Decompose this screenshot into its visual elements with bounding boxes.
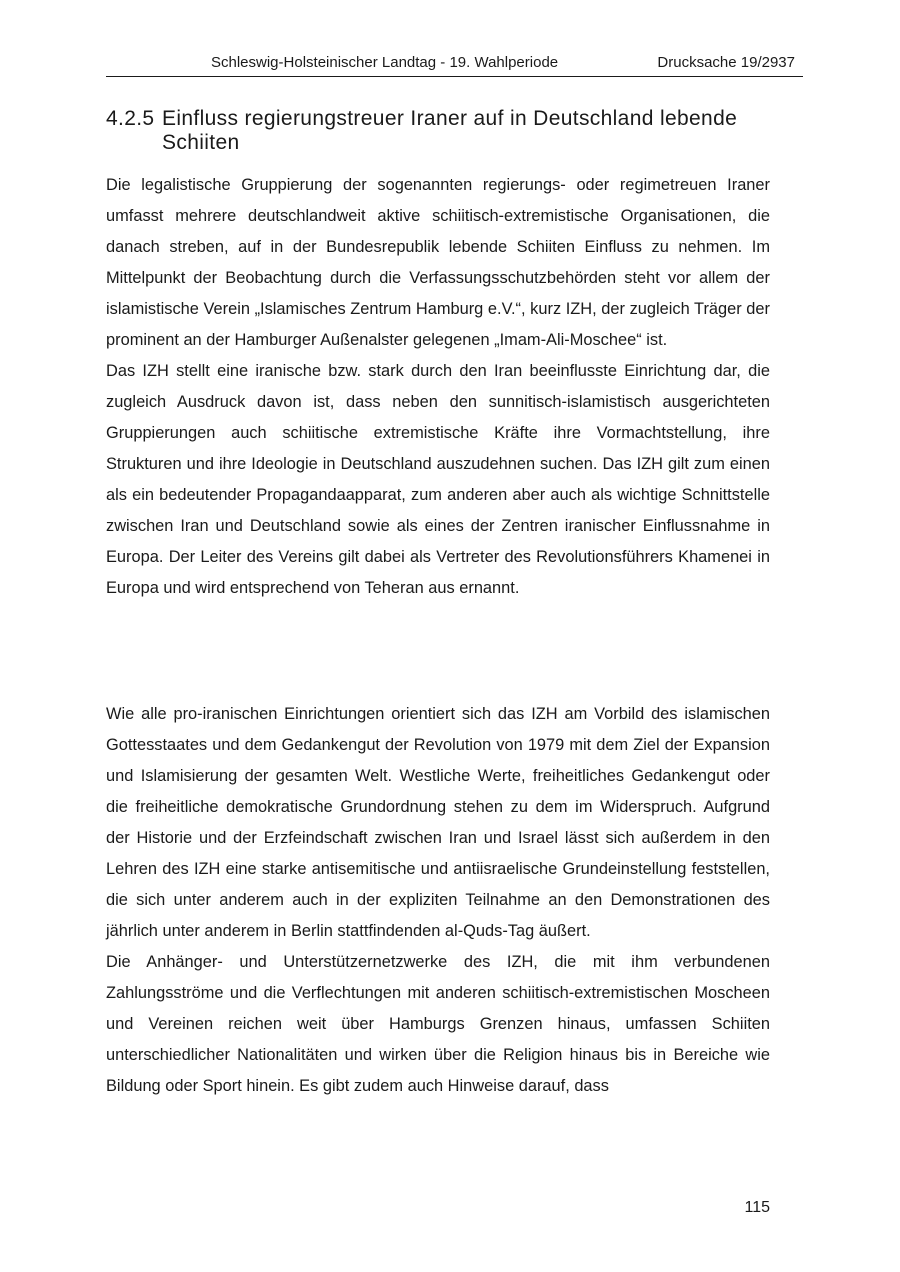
paragraph-3: Wie alle pro-iranischen Einrichtungen orientiert sich das IZH am Vorbild des islamischen Gottesstaates und dem Gedankengut der Revolution von 1979 mit dem Ziel der Expansion und Islamisierung der gesamten Welt. Westliche Werte, freiheitliches Gedankengut oder die freiheitliche demokratische Grundordnung stehen zu dem im Widerspruch. Aufgrund der Historie und der Erzfeindschaft zwischen Iran und Israel lässt sich außerdem in den Lehren des IZH eine starke antisemitische und antiisraelische Grundeinstellung feststellen, die sich unter anderem auch in der expliziten Teilnahme an den Demonstrationen des jährlich unter anderem in Berlin stattfindenden al-Quds-Tag äußert. (106, 705, 770, 940)
section-title-line-2: Schiiten (162, 131, 240, 154)
document-reference: Drucksache 19/2937 (657, 54, 795, 71)
page-header (106, 50, 803, 77)
paragraph-4: Die Anhänger- und Unterstützernetzwerke des IZH, die mit ihm verbundenen Zahlungsströme und die Verflechtungen mit anderen schiitisch-extremistischen Moscheen und Vereinen reichen weit über Hamburgs Grenzen hinaus, umfassen Schiiten unterschiedlicher Nationalitäten und wirken über die Religion hinaus bis in Bereiche wie Bildung oder Sport hinein. Es gibt zudem auch Hinweise darauf, dass (106, 953, 770, 1095)
section-heading (106, 107, 796, 155)
text-block-1 (106, 170, 770, 604)
paragraph-2: Das IZH stellt eine iranische bzw. stark durch den Iran beeinflusste Einrichtung dar, die zugleich Ausdruck davon ist, dass neben den sunnitisch-islamistisch ausgerichteten Gruppierungen auch schiitische extremistische Kräfte ihre Vormachtstellung, ihre Strukturen und ihre Ideologie in Deutschland auszudehnen suchen. Das IZH gilt zum einen als ein bedeutender Propagandaapparat, zum anderen aber auch als wichtige Schnittstelle zwischen Iran und Deutschland sowie als eines der Zentren iranischer Einflussnahme in Europa. Der Leiter des Vereins gilt dabei als Vertreter des Revolutionsführers Khamenei in Europa und wird entsprechend von Teheran aus ernannt. (106, 362, 770, 597)
section-title-line-1: Einfluss regierungstreuer Iraner auf in Deutschland lebende (162, 107, 738, 130)
header-title: Schleswig-Holsteinischer Landtag - 19. Wahlperiode (211, 54, 559, 71)
text-block-2 (106, 699, 770, 1102)
section-number: 4.2.5 (106, 107, 155, 130)
paragraph-1: Die legalistische Gruppierung der sogenannten regierungs- oder regimetreuen Iraner umfasst mehrere deutschlandweit aktive schiitisch-extremistische Organisationen, die danach streben, auf in der Bundesrepublik lebende Schiiten Einfluss zu nehmen. Im Mittelpunkt der Beobachtung durch die Verfassungsschutzbehörden steht vor allem der islamistische Verein „Islamisches Zentrum Hamburg e.V.“, kurz IZH, der zugleich Träger der prominent an der Hamburger Außenalster gelegenen „Imam-Ali-Moschee“ ist. (106, 176, 770, 349)
page-number: 115 (744, 1199, 770, 1216)
